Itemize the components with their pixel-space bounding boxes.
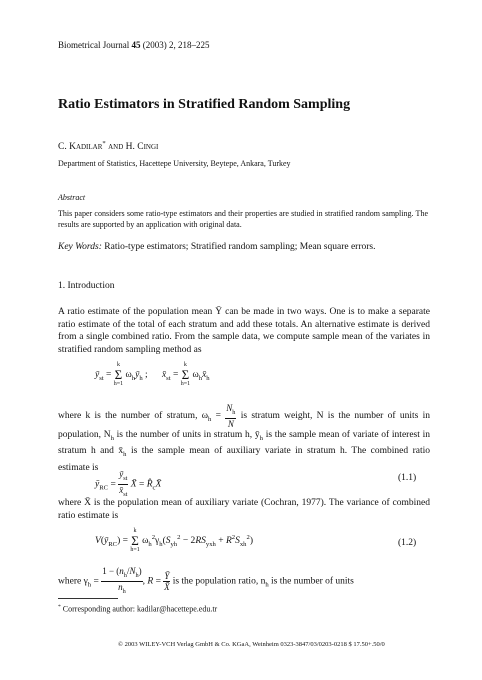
author-1: C. Kadilar [58, 142, 103, 153]
footnote-mark: * [58, 604, 61, 610]
journal-name: Biometrical Journal [58, 40, 130, 50]
section-heading: 1. Introduction [58, 281, 115, 291]
footnote [58, 604, 217, 614]
journal-volume: 45 [131, 40, 141, 50]
intro-paragraph-2: where k is the number of stratum, $\omega_h$ = $\frac{N_h}{N}$ is stratum weight, N is the number of units in population, $N_h$ is the number of units in stratum h, $ȳ_h$ is the sample mean of variate of interest in stratum h and $x̄_h$ is the sample mean of auxiliary variate in stratum h. The combined ratio estimate is [58, 403, 430, 473]
intro-paragraph-4: where $\gamma_h$ = $\frac{1 - (n_h/N_h)}{n_h}$ , R = $\frac{Ȳ}{X̄}$ is the population ratio, $n_h$ is the number of units [58, 566, 354, 595]
author-2: and H. Cingi [108, 142, 159, 153]
equation-1-1-number: (1.1) [398, 473, 417, 483]
keywords-label: Key Words: [58, 242, 102, 252]
abstract-heading: Abstract [58, 193, 86, 202]
equation-1-1: $ȳ_{RC}$ = $\frac{ȳ_{st}}{x̄_{st}}$ X̄ = $R̂_cX̄$ [95, 469, 162, 498]
copyright-line: © 2003 WILEY-VCH Verlag GmbH & Co. KGaA, Weinheim 0323-3847/03/0203-0218 $ 17.50+.50/0 [118, 641, 385, 648]
equation-sample-means: $ȳ_{st}$ = k Σ h=1 $\omega_hȳ_h$ ; $x̄_{st}$ = k Σ h=1 $\omega_hx̄_h$ [95, 362, 210, 387]
journal-citation [58, 40, 209, 50]
keywords-text: Ratio-type estimators; Stratified random sampling; Mean square errors. [104, 242, 376, 252]
keywords [58, 242, 438, 252]
intro-paragraph-1: A ratio estimate of the population mean Ȳ can be made in two ways. One is to make a separate ratio estimate of the total of each stratum and add these totals. An alternative estimate is derived from a single combined ratio. From the sample data, we compute sample mean of the variates in stratified random sampling method as [58, 307, 430, 355]
equation-1-2: $V(ȳ_{RC})$ = k Σ h=1 $\omega_h^2\gamma_h(S_{yh}^2 - 2RS_{yxh} + R^2S_{xh}^2)$ [95, 528, 253, 553]
journal-issue-pages: (2003) 2, 218–225 [142, 40, 210, 50]
author-1-mark: * [102, 140, 106, 147]
intro-paragraph-3: where X̄ is the population mean of auxiliary variate (Cochran, 1977). The variance of combined ratio estimate is [58, 498, 430, 521]
affiliation: Department of Statistics, Hacettepe University, Beytepe, Ankara, Turkey [58, 159, 291, 168]
paper-title: Ratio Estimators in Stratified Random Sampling [58, 97, 351, 112]
abstract-text: This paper considers some ratio-type estimators and their properties are studied in stratified random sampling. The results are supported by an application with original data. [58, 209, 428, 229]
author-line [58, 140, 158, 152]
equation-1-2-number: (1.2) [398, 538, 417, 548]
footnote-rule [58, 598, 118, 599]
footnote-text: Corresponding author: kadilar@hacettepe.edu.tr [62, 604, 218, 614]
